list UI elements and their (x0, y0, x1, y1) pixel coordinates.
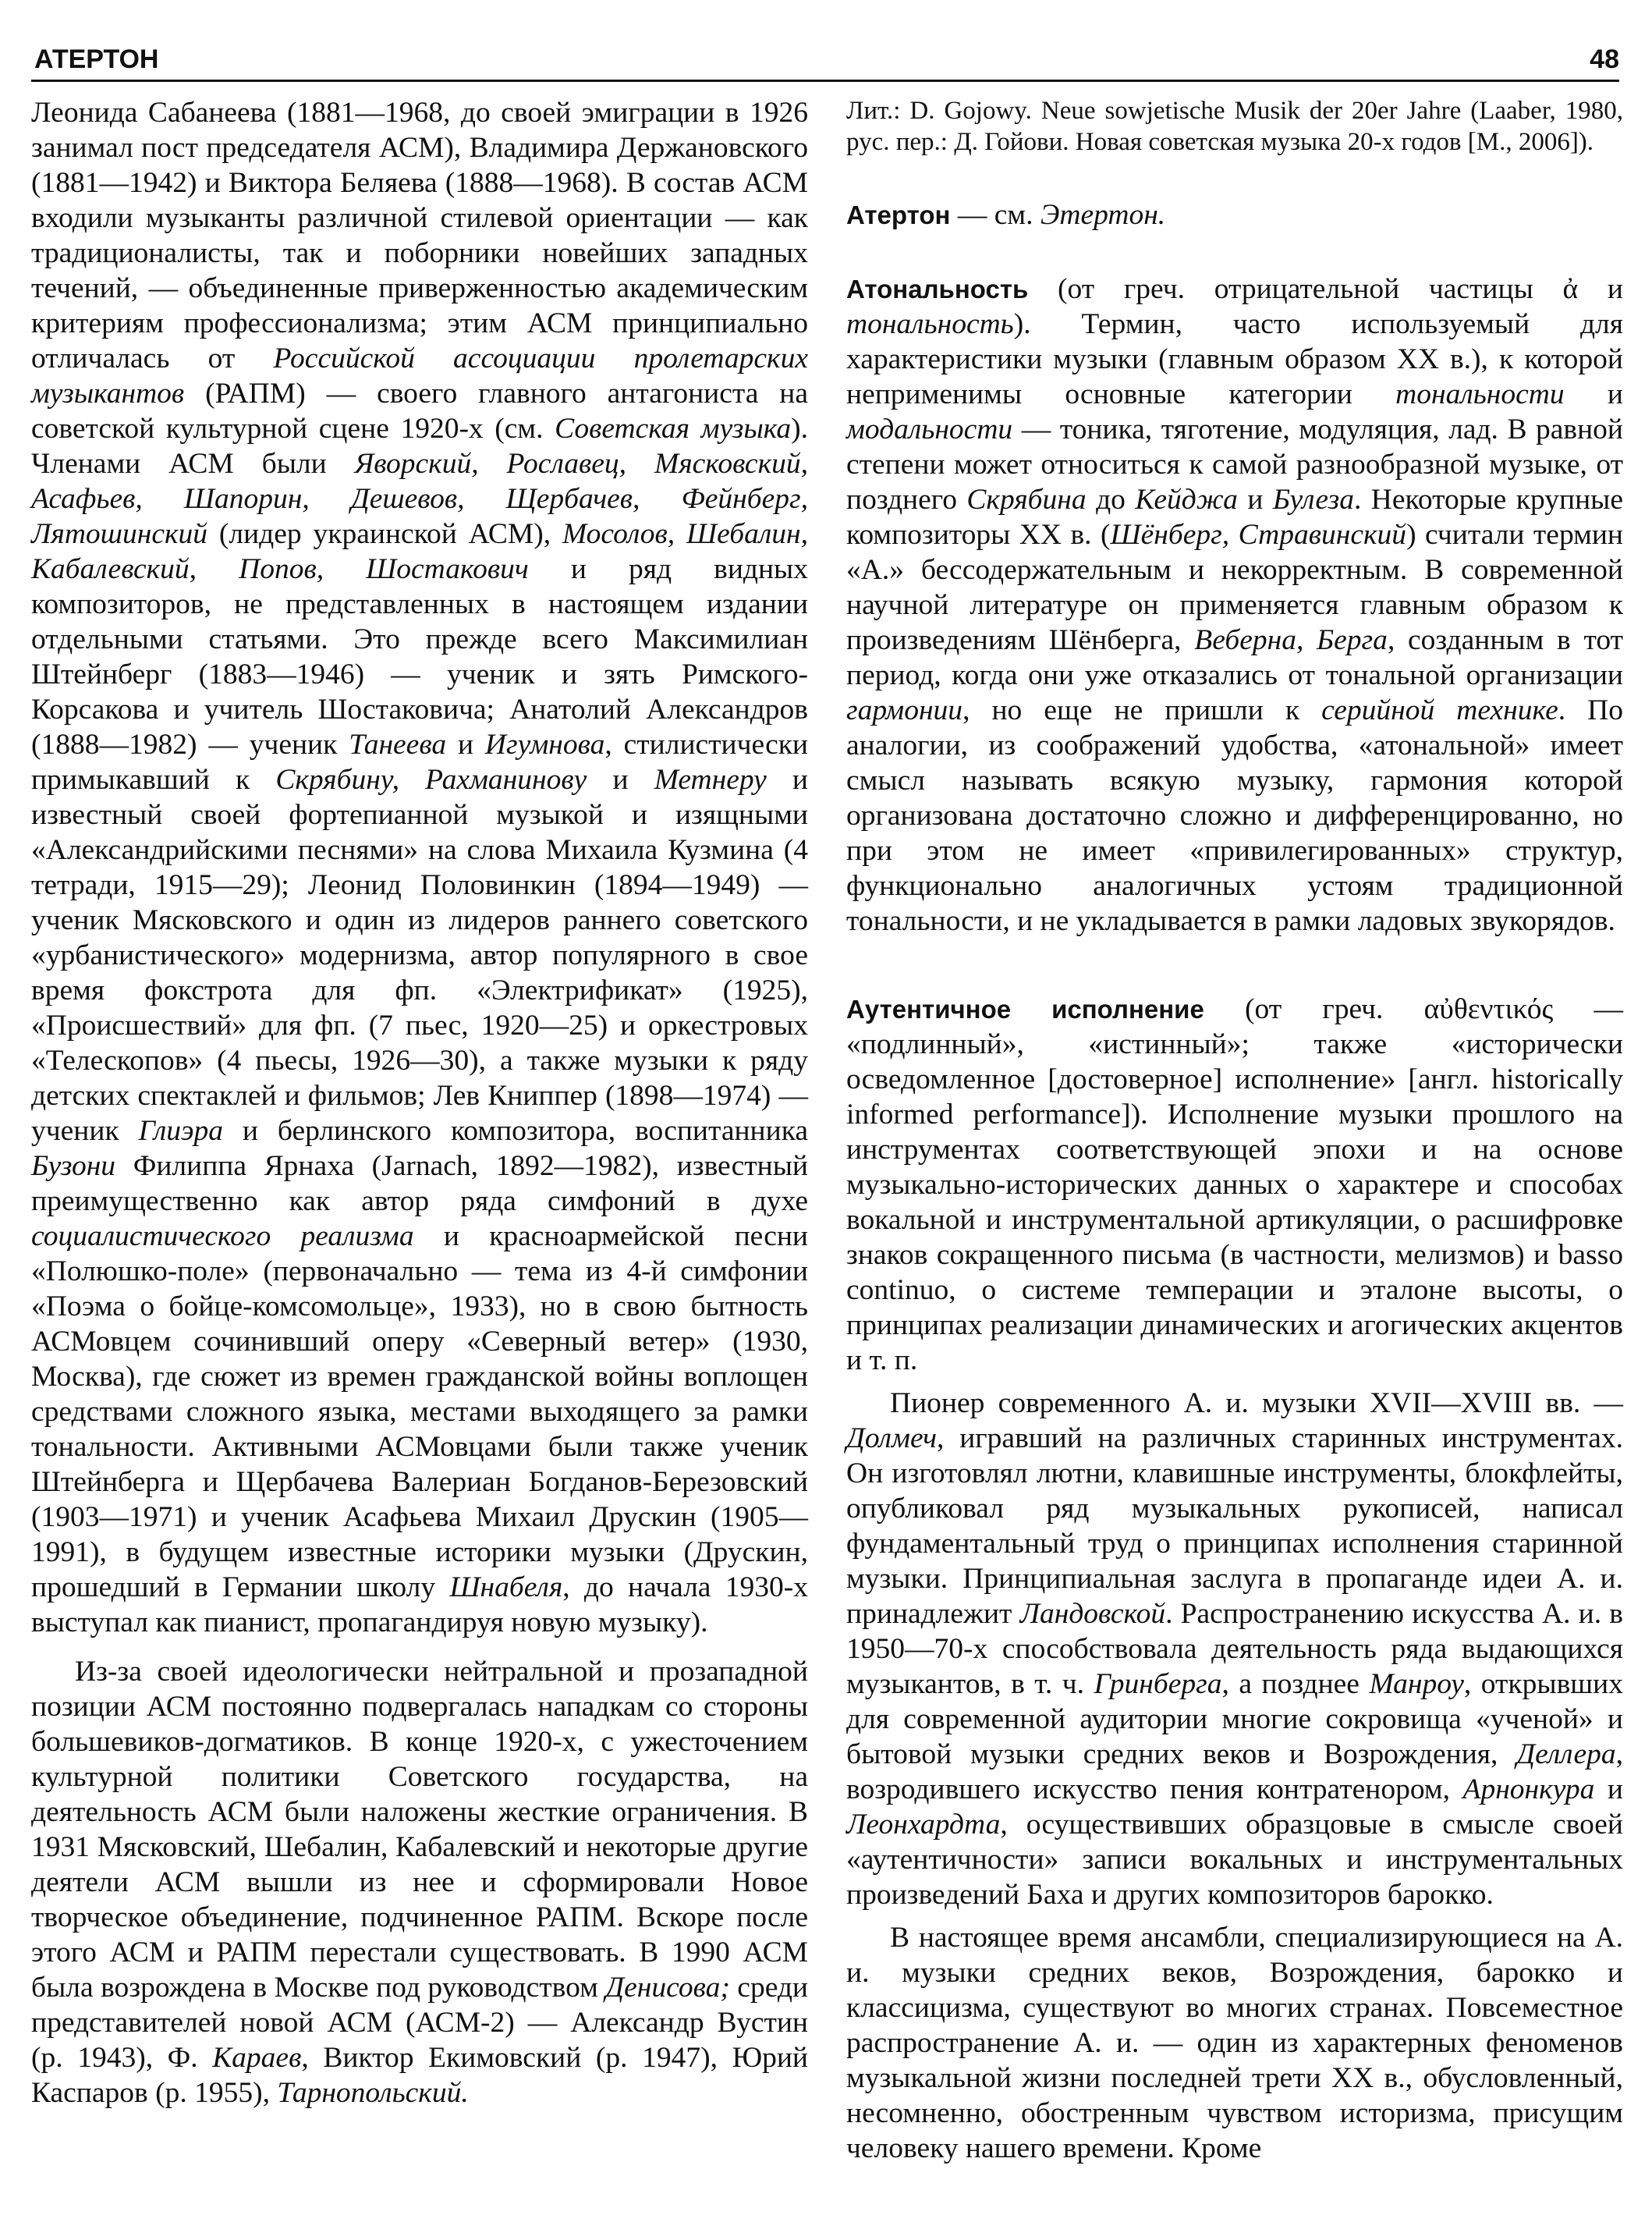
cross-ref-schnabel[interactable]: Шнабеля (449, 1571, 563, 1603)
cross-ref-landowska[interactable]: Ландовской (1019, 1597, 1166, 1630)
cross-ref-scriabin[interactable]: Скрябина (966, 483, 1087, 516)
cross-ref-boulez[interactable]: Булеза (1272, 483, 1354, 516)
cross-ref-leonhardt[interactable]: Леонхардта (846, 1808, 1001, 1841)
cross-ref-tonality-2[interactable]: тональности (1395, 378, 1565, 410)
cross-ref-busoni[interactable]: Бузони (31, 1150, 116, 1182)
asm-paragraph-2: Из-за своей идеологически нейтральной и прозападной позиции АСМ постоянно подвергалась нападкам со стороны большевиков-догматиков. В конце 1920-х, с ужесточением культурной политики Советского государства, на деятельность АСМ были наложены жесткие ограничения. В 1931 Мясковский, Шебалин, Кабалевский и некоторые другие деятели АСМ вышли из нее и сформировали Новое творческое объединение, подчиненное РАПМ. Вскоре после этого АСМ и РАПМ перестали существовать. В 1990 АСМ была возрождена в Москве под руководством Денисова; среди представителей новой АСМ (АСМ-2) — Александр Вустин (р. 1943), Ф. Караев, Виктор Екимовский (р. 1947), Юрий Каспаров (р. 1955), Тарнопольский. (31, 1656, 809, 2109)
headword-atherton: Атертон (846, 200, 951, 229)
cross-ref-etherton[interactable]: Этертон. (1040, 198, 1166, 231)
cross-ref-igumnov[interactable]: Игумнова (484, 729, 605, 761)
cross-ref-scriabin-rachmaninov[interactable]: Скрябину, Рахманинову (275, 764, 587, 796)
entry-authentic-performance: Аутентичное исполнение (от греч. αὐθεντικός — «подлинный», «истинный»; также «исторически осведомленное [достоверное] исполнение» [англ. historically informed performance]). Исполнение музыки прошлого на инструментах соответствующей эпохи и на основе музыкально-исторических данных о характере и способах вокальной и инструментальной артикуляции, о расшифровке знаков сокращенного письма (в частности, мелизмов) и basso continuo, о системе темперации и эталоне высоты, о принципах реализации динамических и агогических акцентов и т. п. (846, 992, 1624, 1376)
headword-atonality: Атональность (846, 274, 1029, 304)
cross-ref-socialist-realism[interactable]: социалистического реализма (31, 1220, 414, 1252)
entry-atherton: Атертон — см. Этертон. (846, 198, 1166, 231)
cross-ref-members-1[interactable]: Яворский, Рославец, Мясковский, Асафьев, Шапорин, Дешевов, Щербачев, Фейнберг, Лятошинский (31, 448, 808, 550)
cross-ref-rapm[interactable]: Российской ассоциации пролетарских музыкантов (31, 343, 808, 410)
cross-ref-greenberg[interactable]: Гринберга (1094, 1667, 1222, 1700)
cross-ref-taneev[interactable]: Танеева (349, 729, 447, 761)
cross-ref-members-2[interactable]: Мосолов, Шебалин, Кабалевский, Попов, Шостакович (31, 518, 808, 585)
cross-ref-metner[interactable]: Метнеру (654, 764, 767, 796)
cross-ref-tarnopolsky[interactable]: Тарнопольский. (277, 2077, 469, 2109)
cross-ref-schoenberg-stravinsky[interactable]: Шёнберг, Стравинский (1110, 518, 1407, 551)
authentic-paragraph-2: Пионер современного А. и. музыки XVII—XVIII вв. — Долмеч, игравший на различных старинных инструментах. Он изготовлял лютни, клавишные инструменты, блокфлейты, опубликовал ряд музыкальных рукописей, написал фундаментальный труд о принципах исполнения старинной музыки. Принципиальная заслуга в пропаганде идеи А. и. принадлежит Ландовской. Распространению искусства А. и. в 1950—70-х способствовала деятельность ряда выдающихся музыкантов, в т. ч. Гринберга, а позднее Манроу, открывших для современной аудитории многие сокровища «ученой» и бытовой музыки средних веков и Возрождения, Деллера, возродившего искусство пения контратенором, Арнонкура и Леонхардта, осуществивших образцовые в смысле своей «аутентичности» записи вокальных и инструментальных произведений Баха и других композиторов барокко. (846, 1386, 1623, 1911)
right-column (846, 95, 1623, 2166)
headword-authentic-performance: Аутентичное исполнение (846, 994, 1204, 1024)
cross-ref-soviet-music[interactable]: Советская музыка (555, 413, 792, 445)
left-column (31, 95, 808, 2110)
page-header (31, 41, 1619, 82)
cross-ref-tonality[interactable]: тональность (846, 307, 1014, 340)
asm-paragraph-1: Леонида Сабанеева (1881—1968, до своей эмиграции в 1926 занимал пост председателя АСМ), Владимира Держановского (1881—1942) и Виктора Беляева (1888—1968). В состав АСМ входили музыканты различной стилевой ориентации — как традиционалисты, так и поборники новейших западных течений, — объединенные приверженностью академическим критериям профессионализма; этим АСМ принципиально отличалась от Российской ассоциации пролетарских музыкантов (РАПМ) — своего главного антагониста на советской культурной сцене 1920-х (см. Советская музыка). Членами АСМ были Яворский, Рославец, Мясковский, Асафьев, Шапорин, Дешевов, Щербачев, Фейнберг, Лятошинский (лидер украинской АСМ), Мосолов, Шебалин, Кабалевский, Попов, Шостакович и ряд видных композиторов, не представленных в настоящем издании отдельными статьями. Это прежде всего Максимилиан Штейнберг (1883—1946) — ученик и зять Римского-Корсакова и учитель Шостаковича; Анатолий Александров (1888—1982) — ученик Танеева и Игумнова, стилистически примыкавший к Скрябину, Рахманинову и Метнеру и известный своей фортепианной музыкой и изящными «Александрийскими песнями» на слова Михаила Кузмина (4 тетради, 1915—29); Леонид Половинкин (1894—1949) — ученик Мясковского и один из лидеров раннего советского «урбанистического» модернизма, автор популярного в свое время фокстрота для фп. «Электрификат» (1925), «Происшествий» для фп. (7 пьес, 1920—25) и оркестровых «Телескопов» (4 пьесы, 1926—30), а также музыки к ряду детских спектаклей и фильмов; Лев Книппер (1898—1974) — ученик Глиэра и берлинского композитора, воспитанника Бузони Филиппа Ярнаха (Jarnach, 1892—1982), известный преимущественно как автор ряда симфоний в духе социалистического реализма и красноармейской песни «Полюшко-поле» (первоначально — тема из 4-й симфонии «Поэма о бойце-комсомольце», 1933), но в свою бытность АСМовцем сочинивший оперу «Северный ветер» (1930, Москва), где сюжет из времен гражданской войны воплощен средствами сложного языка, местами выходящего за рамки тональности. Активными АСМовцами были также ученик Штейнберга и Щербачева Валериан Богданов-Березовский (1903—1971) и ученик Асафьева Михаил Друскин (1905—1991), в будущем известные историки музыки (Друскин, прошедший в Германии школу Шнабеля, до начала 1930-х выступал как пианист, пропагандируя новую музыку). (31, 97, 809, 1638)
cross-ref-modality[interactable]: модальности (846, 413, 1013, 446)
cross-ref-dolmetsch[interactable]: Долмеч (846, 1422, 937, 1454)
cross-ref-deller[interactable]: Деллера (1516, 1738, 1616, 1770)
cross-ref-serial-technique[interactable]: серийной технике (1321, 694, 1558, 726)
cross-ref-cage[interactable]: Кейджа (1135, 483, 1238, 516)
cross-ref-munrow[interactable]: Манроу (1369, 1667, 1464, 1700)
cross-ref-karaev[interactable]: Караев (212, 2042, 302, 2074)
literature-note: Лит.: D. Gojowy. Neue sowjetische Musik der 20er Jahre (Laaber, 1980, рус. пер.: Д. Гойови. Новая советская музыка 20-х годов [М., 2006]). (846, 97, 1623, 157)
entry-atonality: Атональность (от греч. отрицательной частицы ἀ и тональность). Термин, часто используемый для характеристики музыки (главным образом XX в.), к которой неприменимы основные категории тональности и модальности — тоника, тяготение, модуляция, лад. В равной степени может относиться к самой разнообразной музыке, от позднего Скрябина до Кейджа и Булеза. Некоторые крупные композиторы XX в. (Шёнберг, Стравинский) считали термин «А.» бессодержательным и некорректным. В современной научной литературе он применяется главным образом к произведениям Шёнберга, Веберна, Берга, созданным в тот период, когда они уже отказались от тональной организации гармонии, но еще не пришли к серийной технике. По аналогии, из соображений удобства, «атональной» имеет смысл называть всякую музыку, гармония которой организована достаточно сложно и дифференцированно, но при этом не имеет «привилегированных» структур, функционально аналогичных устоям традиционной тональности, и не укладывается в рамки ладовых звукорядов. (846, 272, 1624, 937)
cross-ref-denisov[interactable]: Денисова; (605, 1972, 730, 2004)
cross-ref-harnoncourt[interactable]: Арнонкура (1462, 1773, 1595, 1805)
cross-ref-webern-berg[interactable]: Веберна, Берга (1194, 623, 1388, 656)
cross-ref-glier[interactable]: Глиэра (138, 1115, 223, 1147)
running-head: АТЕРТОН (34, 44, 159, 74)
page-number: 48 (1590, 44, 1619, 74)
cross-ref-harmony[interactable]: гармонии (846, 694, 963, 726)
authentic-paragraph-3: В настоящее время ансамбли, специализирующиеся на А. и. музыки средних веков, Возрождения, барокко и классицизма, существуют во многих странах. Повсеместное распространение А. и. — один из характерных феноменов музыкальной жизни последней трети XX в., обусловленный, несомненно, обостренным чувством историзма, присущим человеку нашего времени. Кроме (846, 1921, 1623, 2164)
